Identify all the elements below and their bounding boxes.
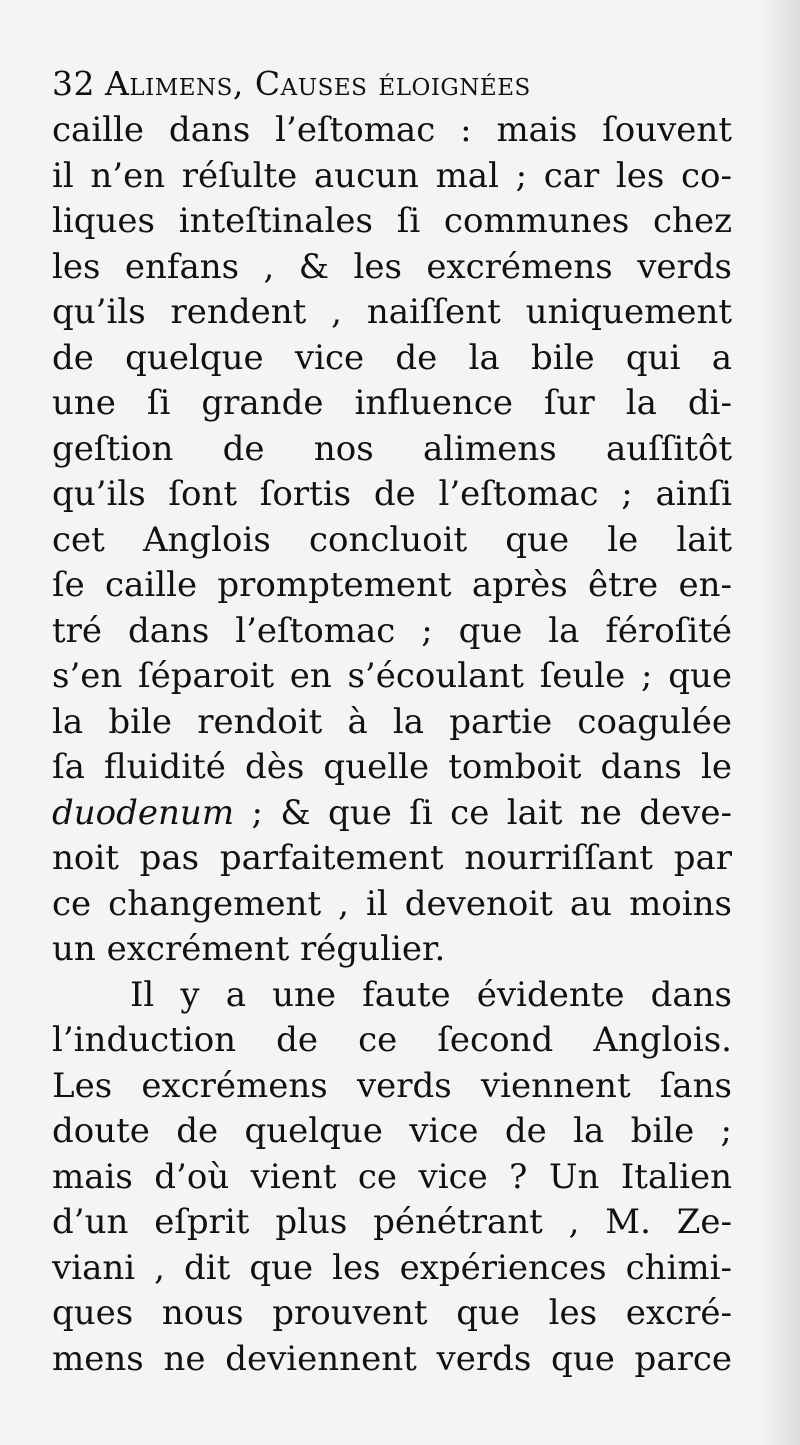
text-line: qu’ils ſont ſortis de l’eſtomac ; ainſi	[52, 474, 732, 514]
text-line: noit pas parfaitement nourriſſant par	[52, 838, 732, 878]
text-line: d’un eſprit plus pénétrant , M. Ze-	[52, 1202, 732, 1242]
page-number: 32	[52, 64, 95, 103]
text-line: ques nous prouvent que les excré-	[52, 1293, 732, 1333]
text-line-rest: ; & que ſi ce lait ne deve-	[234, 792, 732, 833]
text-line: un excrément régulier.	[52, 929, 446, 969]
text-line: viani , dit que les expériences chimi-	[52, 1247, 732, 1288]
page-text	[52, 60, 732, 1382]
text-line: liques inteſtinales ſi communes chez	[52, 201, 732, 241]
text-line: caille dans l’eſtomac : mais ſouvent	[52, 110, 732, 150]
text-line: geſtion de nos alimens auſſitôt	[52, 428, 732, 469]
text-line: l’induction de ce ſecond Anglois.	[52, 1020, 732, 1060]
text-line: ſa fluidité dès quelle tomboit dans le	[52, 747, 732, 787]
text-line: Il y a une faute évidente dans	[130, 974, 732, 1015]
text-line: tré dans l’eſtomac ; que la féroſité	[52, 610, 732, 651]
text-line: cet Anglois concluoit que le lait	[52, 519, 732, 560]
text-line: ſe caille promptement après être en-	[52, 565, 732, 605]
running-head: Alimens, Causes éloignées	[105, 64, 531, 103]
text-line: de quelque vice de la bile qui a	[52, 337, 732, 378]
text-line: Les excrémens verds viennent ſans	[52, 1065, 732, 1106]
text-line: mais d’où vient ce vice ? Un Italien	[52, 1156, 732, 1197]
paragraph-2	[52, 973, 732, 1383]
text-line: la bile rendoit à la partie coagulée	[52, 701, 732, 742]
text-line: s’en ſéparoit en s’écoulant ſeule ; que	[52, 656, 732, 696]
text-line: une ſi grande influence ſur la di-	[52, 383, 732, 423]
text-line-italic	[52, 791, 732, 837]
text-line: ce changement , il devenoit au moins	[52, 883, 732, 924]
text-line: mens ne deviennent verds que parce	[52, 1338, 732, 1379]
page-header	[52, 60, 732, 108]
text-line: les enfans , & les excrémens verds	[52, 246, 732, 287]
text-line: qu’ils rendent , naiſſent uniquement	[52, 292, 732, 332]
page-gutter-shadow	[760, 0, 800, 1445]
text-line: doute de quelque vice de la bile ;	[52, 1111, 732, 1151]
text-line: il n’en réſulte aucun mal ; car les co-	[52, 155, 732, 196]
paragraph-1	[52, 108, 732, 973]
italic-term: duodenum	[52, 792, 235, 833]
